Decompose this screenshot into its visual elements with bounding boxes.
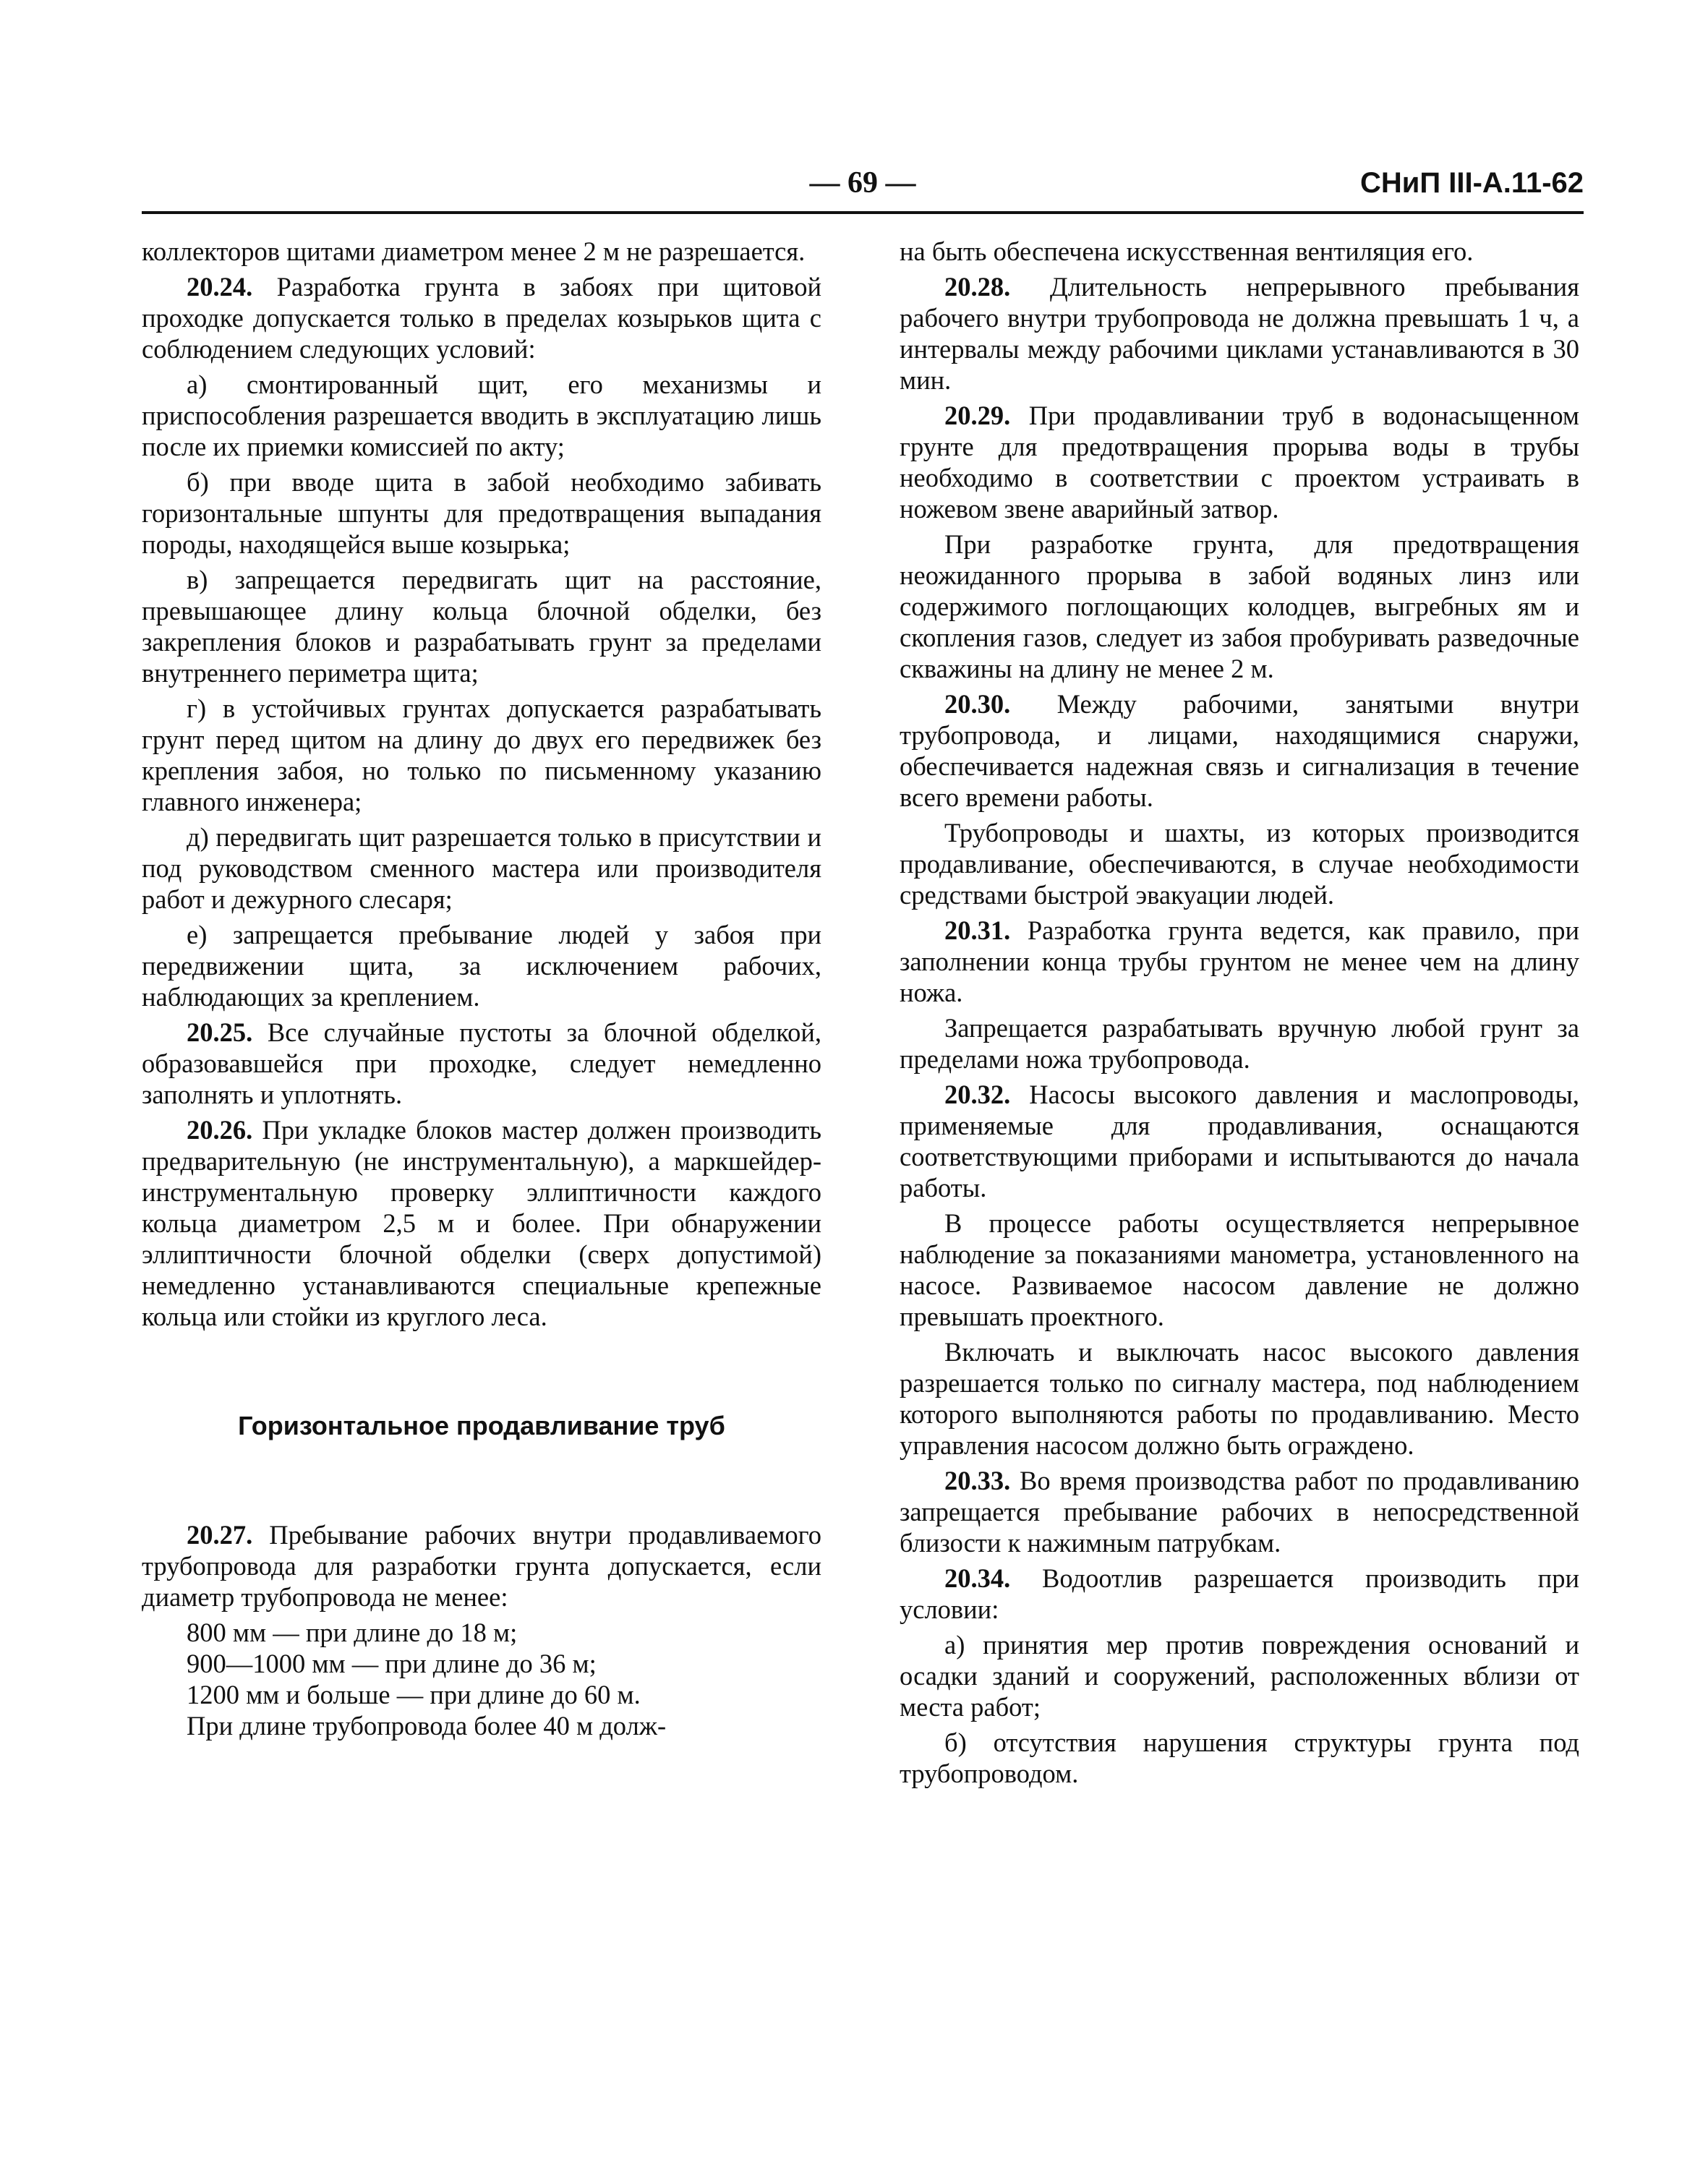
header-rule: [142, 211, 1584, 214]
clause-number: 20.24.: [187, 272, 253, 302]
clause-text: Насосы высокого давления и маслопроводы, применяемые для продавливания, оснащаются соответствующими приборами и испытываются до начала работы.: [900, 1080, 1579, 1203]
clause-text: Пребывание рабочих внутри продавливаемого трубопровода для разработки грунта допускается, если диаметр трубопровода не менее:: [142, 1520, 821, 1612]
clause-number: 20.26.: [187, 1115, 253, 1145]
list-item-a: а) смонтированный щит, его механизмы и приспособления разрешается вводить в эксплуатацию лишь после их приемки комиссией по акту;: [142, 370, 821, 461]
clause-number: 20.34.: [944, 1563, 1011, 1593]
paragraph-20-24: [142, 271, 821, 364]
clause-number: 20.30.: [944, 689, 1011, 719]
list-item-a: а) принятия мер против повреждения оснований и осадки зданий и сооружений, расположенных вблизи от места работ;: [900, 1630, 1579, 1722]
paragraph-20-34: [900, 1563, 1579, 1625]
list-item-b: б) отсутствия нарушения структуры грунта под трубопроводом.: [900, 1728, 1579, 1788]
clause-text: Водоотлив разрешается производить при условии:: [900, 1563, 1579, 1624]
page-number: — 69 —: [809, 166, 916, 200]
paragraph: Трубопроводы и шахты, из которых производится продавливание, обеспечиваются, в случае необходимости средствами быстрой эвакуации людей.: [900, 818, 1579, 910]
section-title: Горизонтальное продавливание труб: [238, 1411, 725, 1440]
paragraph-20-30: [900, 688, 1579, 813]
clause-text: При укладке блоков мастер должен производить предварительную (не инструментальную), а маркшейдер-инструментальную проверку эллиптичности каждого кольца диаметром 2,5 м и более. При обнаружении эллиптичности блочной обделки (сверх допустимой) немедленно устанавливаются специальные крепежные кольца или стойки из круглого леса.: [142, 1115, 821, 1331]
clause-text: При продавливании труб в водонасыщенном грунте для предотвращения прорыва воды в трубы необходимо в соответствии с проектом устраивать в ножевом звене аварийный затвор.: [900, 401, 1579, 524]
paragraph: Включать и выключать насос высокого давления разрешается только по сигналу мастера, под наблюдением которого выполняются работы по продавливанию. Место управления насосом должно быть ограждено.: [900, 1337, 1579, 1460]
list-item-e: е) запрещается пребывание людей у забоя при передвижении щита, за исключением рабочих, наблюдающих за креплением.: [142, 920, 821, 1012]
clause-text: Разработка грунта в забоях при щитовой проходке допускается только в пределах козырьков щита с соблюдением следующих условий:: [142, 272, 821, 364]
list-item-d: д) передвигать щит разрешается только в присутствии и под руководством сменного мастера или производителя работ и дежурного слесаря;: [142, 822, 821, 914]
diameter-line: 900—1000 мм — при длине до 36 м;: [187, 1649, 597, 1678]
diameter-line: 800 мм — при длине до 18 м;: [187, 1618, 518, 1647]
clause-text: Между рабочими, занятыми внутри трубопровода, и лицами, находящимися снаружи, обеспечивается надежная связь и сигнализация в течение всего времени работы.: [900, 689, 1579, 812]
diameter-line: 1200 мм и больше — при длине до 60 м.: [187, 1680, 641, 1709]
clause-text: Разработка грунта ведется, как правило, при заполнении конца трубы грунтом не менее чем на длину ножа.: [900, 915, 1579, 1007]
right-column: [900, 236, 1579, 1793]
clause-number: 20.33.: [944, 1466, 1011, 1495]
clause-number: 20.29.: [944, 401, 1011, 430]
page-header: [142, 161, 1584, 205]
paragraph: При разработке грунта, для предотвращения неожиданного прорыва в забой водяных линз или содержимого поглощающих колодцев, выгребных ям и скопления газов, следует из забоя пробуривать разведочные скважины на длину не менее 2 м.: [900, 529, 1579, 683]
document-code: СНиП III-А.11-62: [1360, 167, 1584, 199]
clause-text: Во время производства работ по продавливанию запрещается пребывание рабочих в непосредственной близости к нажимным патрубкам.: [900, 1466, 1579, 1558]
clause-number: 20.27.: [187, 1520, 253, 1550]
list-item-g: г) в устойчивых грунтах допускается разрабатывать грунт перед щитом на длину до двух его передвижек без крепления забоя, но только по письменному указанию главного инженера;: [142, 693, 821, 816]
paragraph-20-28: [900, 271, 1579, 396]
paragraph-20-33: [900, 1465, 1579, 1558]
left-column: [142, 236, 821, 1741]
paragraph-20-25: [142, 1017, 821, 1110]
clause-number: 20.28.: [944, 272, 1011, 302]
clause-number: 20.31.: [944, 915, 1011, 945]
paragraph: Запрещается разрабатывать вручную любой грунт за пределами ножа трубопровода.: [900, 1013, 1579, 1074]
paragraph-20-31: [900, 915, 1579, 1008]
clause-number: 20.25.: [187, 1017, 253, 1047]
paragraph-20-27: [142, 1519, 821, 1613]
paragraph: на быть обеспечена искусственная вентиляция его.: [900, 236, 1474, 266]
list-item-b: б) при вводе щита в забой необходимо забивать горизонтальные шпунты для предотвращения выпадания породы, находящейся выше козырька;: [142, 467, 821, 559]
clause-text: Длительность непрерывного пребывания рабочего внутри трубопровода не должна превышать 1 ч, а интервалы между рабочими циклами устанавливаются в 30 мин.: [900, 272, 1579, 395]
paragraph: При длине трубопровода более 40 м долж-: [187, 1711, 667, 1741]
paragraph-20-26: [142, 1114, 821, 1332]
paragraph-20-32: [900, 1079, 1579, 1203]
clause-number: 20.32.: [944, 1080, 1011, 1109]
paragraph: коллекторов щитами диаметром менее 2 м не разрешается.: [142, 236, 806, 266]
clause-text: Все случайные пустоты за блочной обделкой, образовавшейся при проходке, следует немедленно заполнять и уплотнять.: [142, 1017, 821, 1109]
list-item-v: в) запрещается передвигать щит на расстояние, превышающее длину кольца блочной обделки, без закрепления блоков и разрабатывать грунт за пределами внутреннего периметра щита;: [142, 565, 821, 688]
paragraph: В процессе работы осуществляется непрерывное наблюдение за показаниями манометра, установленного на насосе. Развиваемое насосом давление не должно превышать проектного.: [900, 1208, 1579, 1331]
paragraph-20-29: [900, 400, 1579, 524]
